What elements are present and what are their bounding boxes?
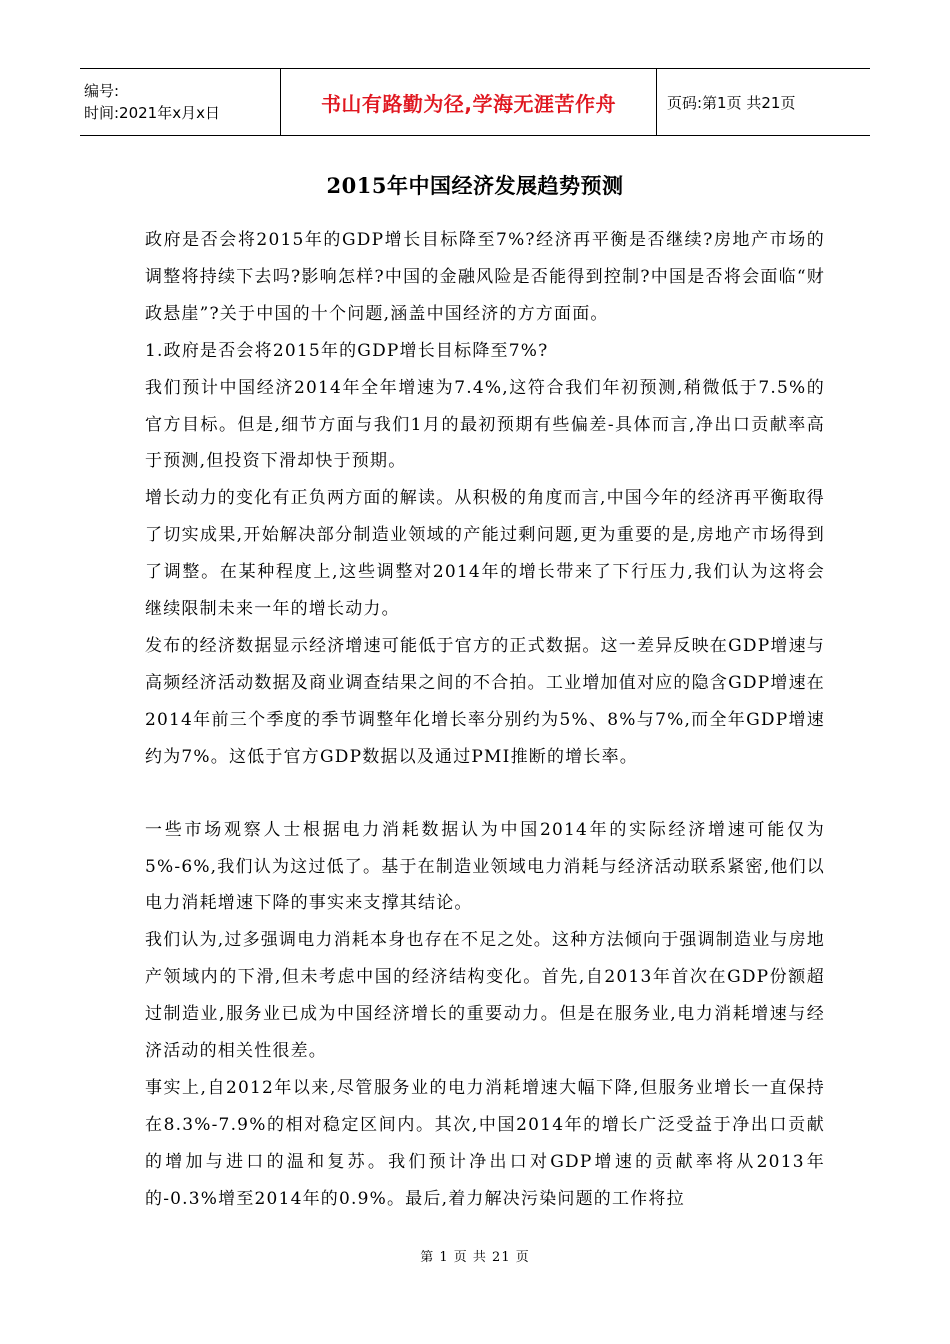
paragraph: 发布的经济数据显示经济增速可能低于官方的正式数据。这一差异反映在GDP增速与高频经济活动数据及商业调查结果之间的不合拍。工业增加值对应的隐含GDP增速在2014年前三个季度的季节调整年化增长率分别约为5%、8%与7%,而全年GDP增速约为7%。这低于官方GDP数据以及通过PMI推断的增长率。: [145, 635, 825, 767]
paragraph: 增长动力的变化有正负两方面的解读。从积极的角度而言,中国今年的经济再平衡取得了切实成果,开始解决部分制造业领域的产能过剩问题,更为重要的是,房地产市场得到了调整。在某种程度上,这些调整对2014年的增长带来了下行压力,我们认为这将会继续限制未来一年的增长动力。: [145, 488, 826, 620]
paragraph: 我们预计中国经济2014年全年增速为7.4%,这符合我们年初预测,稍微低于7.5%的官方目标。但是,细节方面与我们1月的最初预期有些偏差-具体而言,净出口贡献率高于预测,但投资下滑却快于预期。: [145, 377, 825, 472]
header-page-info: 页码:第1页 共21页: [667, 93, 796, 112]
paragraph: 政府是否会将2015年的GDP增长目标降至7%?经济再平衡是否继续?房地产市场的调整将持续下去吗?影响怎样?中国的金融风险是否能得到控制?中国是否将会面临“财政悬崖”?关于中国的十个问题,涵盖中国经济的方方面面。: [145, 230, 825, 324]
header-page-cell: [657, 69, 870, 135]
page-footer: 第 1 页 共 21 页: [420, 1250, 530, 1265]
section-heading: 1.政府是否会将2015年的GDP增长目标降至7%?: [145, 340, 549, 361]
page-header: [80, 68, 870, 136]
paragraph: 一些市场观察人士根据电力消耗数据认为中国2014年的实际经济增速可能仅为5%-6%,我们认为这过低了。基于在制造业领域电力消耗与经济活动联系紧密,他们以电力消耗增速下降的事实来支撑其结论。: [145, 819, 825, 914]
document-title: 2015年中国经济发展趋势预测: [326, 173, 624, 198]
document-body: [145, 222, 825, 1218]
header-motto-cell: [280, 69, 657, 135]
header-motto: 书山有路勤为径,学海无涯苦作舟: [320, 91, 617, 116]
paragraph: 事实上,自2012年以来,尽管服务业的电力消耗增速大幅下降,但服务业增长一直保持在8.3%-7.9%的相对稳定区间内。其次,中国2014年的增长广泛受益于净出口贡献的增加与进口的温和复苏。我们预计净出口对GDP增速的贡献率将从2013年的-0.3%增至2014年的0.9%。最后,着力解决污染问题的工作将拉: [145, 1077, 825, 1209]
document-code-label: 编号:: [84, 82, 120, 100]
paragraph: 我们认为,过多强调电力消耗本身也存在不足之处。这种方法倾向于强调制造业与房地产领域内的下滑,但未考虑中国的经济结构变化。首先,自2013年首次在GDP份额超过制造业,服务业已成为中国经济增长的重要动力。但是在服务业,电力消耗增速与经济活动的相关性很差。: [145, 930, 826, 1062]
header-meta: [80, 69, 280, 135]
document-date: 时间:2021年x月x日: [84, 104, 220, 122]
